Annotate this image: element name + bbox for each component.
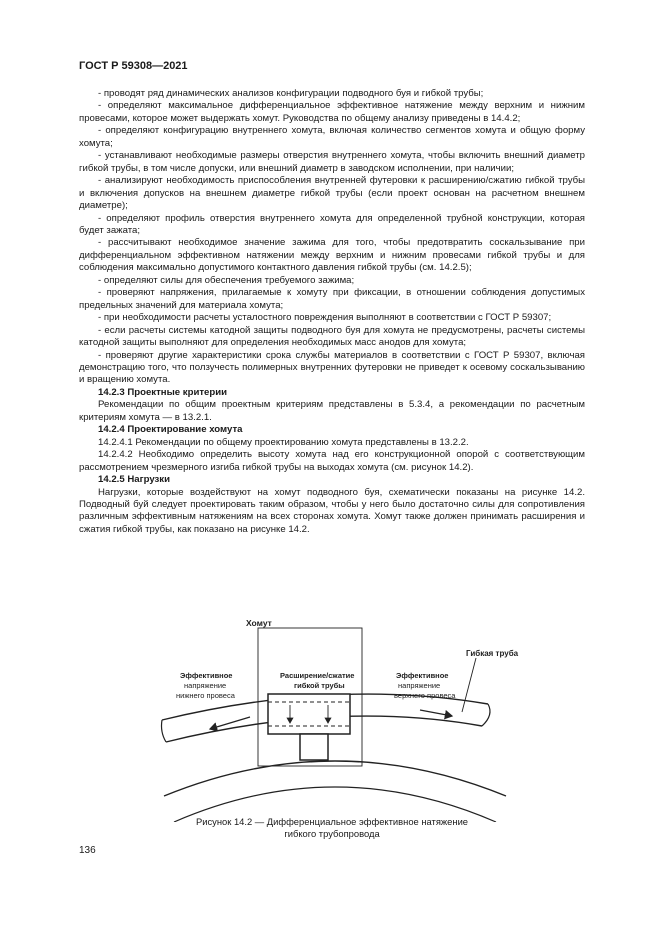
figure-14-2: [150, 612, 520, 822]
paragraph: - проверяют другие характеристики срока службы материалов в соответствии с ГОСТ Р 59307, включая демонстрацию того, что ползучесть полимерных внутренних футеровки не приведет к осевому соскальзыванию и вращению хомута.: [79, 349, 585, 386]
pipe-end-right: [482, 704, 490, 726]
clamp-support: [300, 734, 328, 760]
tension-arrow-right: [420, 710, 452, 716]
caption-line: гибкого трубопровода: [284, 828, 380, 839]
paragraph: - устанавливают необходимые размеры отверстия внутреннего хомута, чтобы включить внешний диаметр гибкой трубы, в том числе допуски, или внешний диаметр в заводском исполнении, при наличии;: [79, 150, 585, 174]
paragraph: - если расчеты системы катодной защиты подводного буя для хомута не предусмотрены, расчеты системы катодной защиты выполняют для определения необходимых масс анодов для хомута;: [79, 324, 585, 349]
label-right-1: Эффективное: [396, 671, 449, 680]
document-header: ГОСТ Р 59308—2021: [79, 60, 188, 72]
tension-arrow-left: [210, 717, 250, 729]
paragraph: - определяют максимальное дифференциальное эффективное натяжение между верхним и нижним провесами, которое может выдержать хомут. Руководства по общему анализу приведены в 14.4.2;: [79, 100, 585, 124]
label-left-3: нижнего провеса: [176, 691, 235, 700]
label-clamp: Хомут: [246, 618, 272, 628]
body-text: [79, 88, 585, 536]
paragraph: Нагрузки, которые воздействуют на хомут подводного буя, схематически показаны на рисунке 14.2. Подводный буй следует проектировать таким образом, чтобы у него было достаточно силы для сопротивления различным эффективным натяжениям на всех сторонах хомута. Хомут также должен принимать расширения и сжатия гибкой трубы, как показано на рисунке 14.2.: [79, 486, 585, 535]
section-heading: 14.2.4 Проектирование хомута: [98, 424, 243, 436]
label-pipe: Гибкая труба: [466, 649, 519, 658]
clamp-body: [268, 694, 350, 734]
section-heading: 14.2.3 Проектные критерии: [98, 386, 228, 398]
paragraph: - рассчитывают необходимое значение зажима для того, чтобы предотвратить соскальзывание при дифференциальном эффективном натяжении между верхним и нижним провесами гибкой трубы и для соблюдения максимально допустимого контактного давления гибкой трубы (см. 14.2.5);: [79, 237, 585, 274]
paragraph: 14.2.4.2 Необходимо определить высоту хомута над его конструкционной опорой с соответствующим рассмотрением чрезмерного изгиба гибкой трубы на выходах хомута (см. рисунок 14.2).: [79, 449, 585, 473]
label-left-1: Эффективное: [180, 671, 233, 680]
paragraph: - проводят ряд динамических анализов конфигурации подводного буя и гибкой трубы;: [98, 88, 484, 99]
paragraph: Рекомендации по общим проектным критериям представлены в 5.3.4, а рекомендации по расчетным критериям хомута — в 13.2.1.: [79, 399, 585, 423]
paragraph: - определяют конфигурацию внутреннего хомута, включая количество сегментов хомута и общую форму хомута;: [79, 125, 585, 149]
pipe-label-leader: [462, 658, 476, 712]
label-center-2: гибкой трубы: [294, 681, 345, 690]
label-right-3: верхнего провеса: [394, 691, 456, 700]
pipe-end-left: [162, 720, 167, 742]
figure-caption: [79, 816, 585, 840]
page-number: 136: [79, 845, 96, 856]
paragraph: 14.2.4.1 Рекомендации по общему проектированию хомута представлены в 13.2.2.: [98, 436, 469, 448]
paragraph: - определяют силы для обеспечения требуемого зажима;: [98, 274, 355, 286]
paragraph: - при необходимости расчеты усталостного повреждения выполняют в соответствии с ГОСТ Р 59307;: [98, 312, 552, 324]
section-heading: 14.2.5 Нагрузки: [98, 474, 171, 486]
label-left-2: напряжение: [184, 681, 227, 690]
paragraph: - анализируют необходимость приспособления внутренней футеровки к расширению/сжатию гибкой трубы и включения допусков на внешнем диаметре гибкой трубы (если проект основан на расчетном внешнем диаметре);: [79, 175, 585, 212]
paragraph: - проверяют напряжения, прилагаемые к хомуту при фиксации, в отношении соблюдения допустимых предельных значений для материала хомута;: [79, 287, 585, 311]
caption-line: Рисунок 14.2 — Дифференциальное эффективное натяжение: [195, 816, 469, 827]
label-center-1: Расширение/сжатие: [280, 671, 355, 680]
paragraph: - определяют профиль отверстия внутреннего хомута для определенной трубной конструкции, которая будет зажата;: [79, 212, 585, 236]
label-right-2: напряжение: [398, 681, 441, 690]
clamp-diagram: [150, 612, 520, 822]
